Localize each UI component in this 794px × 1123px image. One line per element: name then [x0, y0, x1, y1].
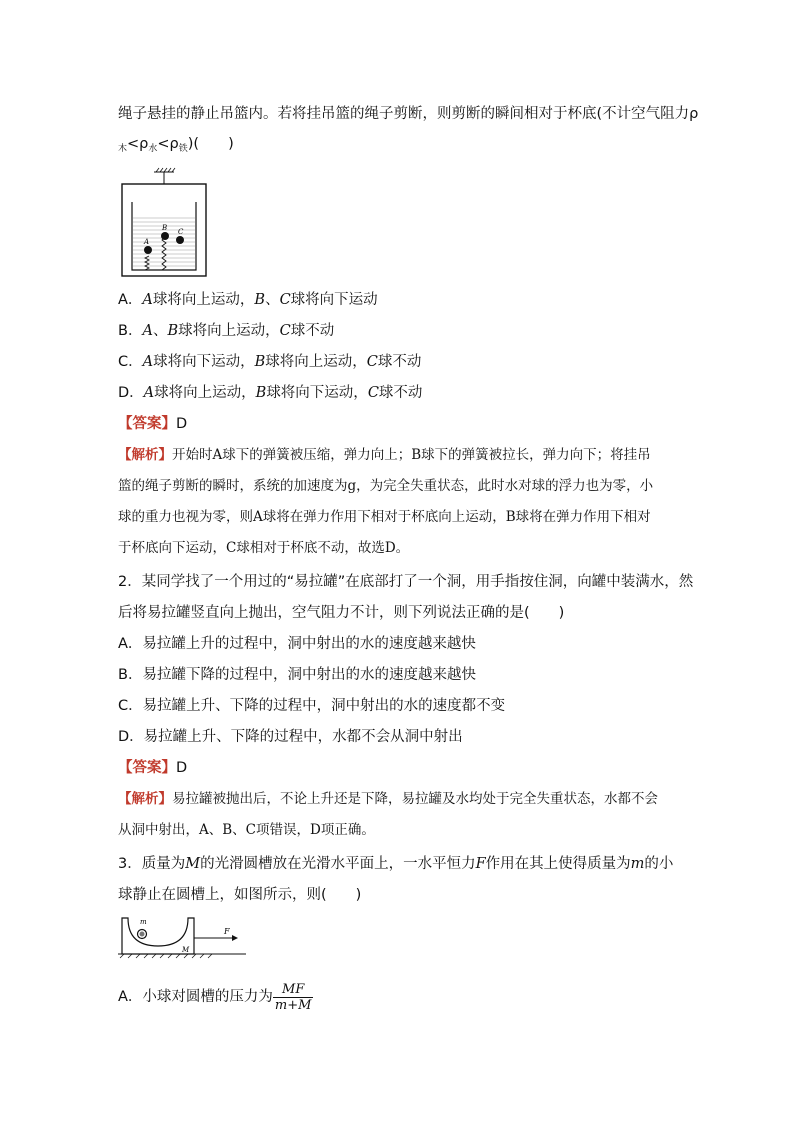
q1-explain-line2: 篮的绳子剪断的瞬时，系统的加速度为g，为完全失重状态，此时水对球的浮力也为零，小 — [118, 478, 654, 494]
q1-answer: 【答案】D — [118, 416, 188, 432]
q1-option-c: C．A球将向下运动，B球将向上运动，C球不动 — [118, 354, 422, 370]
label-F: F — [224, 927, 230, 936]
q1-explain-line3: 球的重力也视为零，则A球将在弹力作用下相对于杯底向上运动，B球将在弹力作用下相对 — [118, 509, 651, 525]
q1-option-a: A．A球将向上运动，B、C球将向下运动 — [118, 292, 378, 308]
q3-option-a: A．小球对圆槽的压力为 $\frac{MF}{m+M}$ — [118, 981, 312, 1013]
q3-option-a-fraction: $\frac{MF}{m+M}$ — [274, 981, 312, 1013]
q1-stem-line1 — [118, 104, 698, 124]
ball-b — [161, 232, 169, 240]
q2-option-a: A．易拉罐上升的过程中，洞中射出的水的速度越来越快 — [118, 636, 476, 652]
q2-stem-line1: 2．某同学找了一个用过的“易拉罐”在底部打了一个洞，用手指按住洞，向罐中装满水，然 — [118, 574, 694, 590]
q1-stem-line2: $_木<\rho_水<\rho_铁$)( ) — [118, 136, 234, 154]
q3-stem-line2: 球静止在圆槽上，如图所示，则( ) — [118, 887, 362, 903]
q2-explain-line2: 从洞中射出，A、B、C项错误，D项正确。 — [118, 822, 375, 838]
q2-stem-line2: 后将易拉罐竖直向上抛出，空气阻力不计，则下列说法正确的是( ) — [118, 605, 565, 621]
label-m: m — [140, 918, 147, 926]
label-c: C — [178, 228, 184, 236]
label-a: A — [144, 238, 150, 246]
label-M: M — [182, 946, 190, 954]
q1-stem-text: 绳子悬挂的静止吊篮内。若将挂吊篮的绳子剪断，则剪断的瞬间相对于杯底(不计空气阻力ρ — [118, 106, 699, 122]
label-b: B — [162, 224, 168, 232]
q1-option-d: D．A球将向上运动，B球将向下运动，C球不动 — [118, 385, 423, 401]
q1-explain-line1: 【解析】开始时A球下的弹簧被压缩，弹力向上；B球下的弹簧被拉长，弹力向下；将挂吊 — [118, 447, 651, 463]
q2-option-d: D．易拉罐上升、下降的过程中，水都不会从洞中射出 — [118, 729, 463, 745]
q2-answer: 【答案】D — [118, 760, 188, 776]
q1-explain-line4: 于杯底向下运动，C球相对于杯底不动，故选D。 — [118, 540, 410, 556]
ball-c — [176, 236, 184, 244]
q3-stem-line1: 3．质量为M的光滑圆槽放在光滑水平面上，一水平恒力F作用在其上使得质量为m的小 — [118, 856, 674, 872]
q2-option-b: B．易拉罐下降的过程中，洞中射出的水的速度越来越快 — [118, 667, 476, 683]
q3-groove-figure — [118, 914, 248, 964]
q1-option-b: B．A、B球将向上运动，C球不动 — [118, 323, 335, 339]
q2-explain-line1: 【解析】易拉罐被抛出后，不论上升还是下降，易拉罐及水均处于完全失重状态，水都不会 — [118, 791, 658, 807]
q2-option-c: C．易拉罐上升、下降的过程中，洞中射出的水的速度都不变 — [118, 698, 506, 714]
q1-basket-figure — [118, 166, 210, 278]
ball-a — [144, 246, 152, 254]
